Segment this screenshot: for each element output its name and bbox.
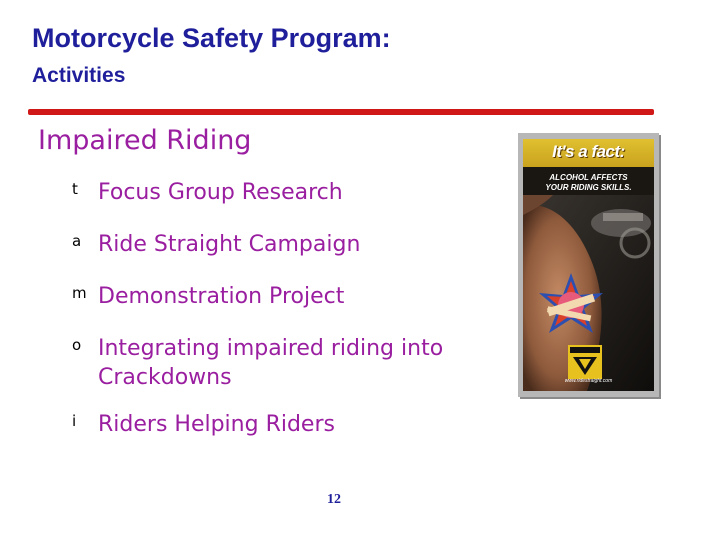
bullet-marker: o <box>72 336 82 354</box>
list-item <box>70 410 510 439</box>
page-number: 12 <box>327 492 341 507</box>
poster-headline: It's a fact: <box>552 142 625 161</box>
poster-body <box>523 139 654 391</box>
bullet-text: Riders Helping Riders <box>98 412 335 437</box>
bullet-text: Demonstration Project <box>98 284 345 309</box>
bullet-list <box>70 178 510 439</box>
bullet-marker: a <box>72 232 82 250</box>
bullet-text: Integrating impaired riding into Crackdowns <box>98 336 444 390</box>
tattooed-arm-illustration <box>523 195 654 391</box>
title-divider <box>28 109 654 115</box>
bullet-text: Ride Straight Campaign <box>98 232 361 257</box>
slide-subtitle: Activities <box>32 64 126 87</box>
bullet-marker: t <box>72 180 78 198</box>
poster-image <box>518 133 659 397</box>
list-item <box>70 230 510 259</box>
poster-subline-1: ALCOHOL AFFECTS <box>549 173 628 182</box>
poster-subline <box>523 173 654 193</box>
list-item <box>70 178 510 207</box>
bullet-marker: m <box>72 284 87 302</box>
poster-subline-2: YOUR RIDING SKILLS. <box>545 183 632 192</box>
slide-title: Motorcycle Safety Program: <box>32 23 391 53</box>
section-heading: Impaired Riding <box>38 125 252 156</box>
bullet-text: Focus Group Research <box>98 180 343 205</box>
list-item <box>70 282 510 311</box>
bullet-marker: i <box>72 412 77 430</box>
list-item <box>70 334 510 392</box>
poster-url: www.ridestraight.com <box>564 378 613 384</box>
